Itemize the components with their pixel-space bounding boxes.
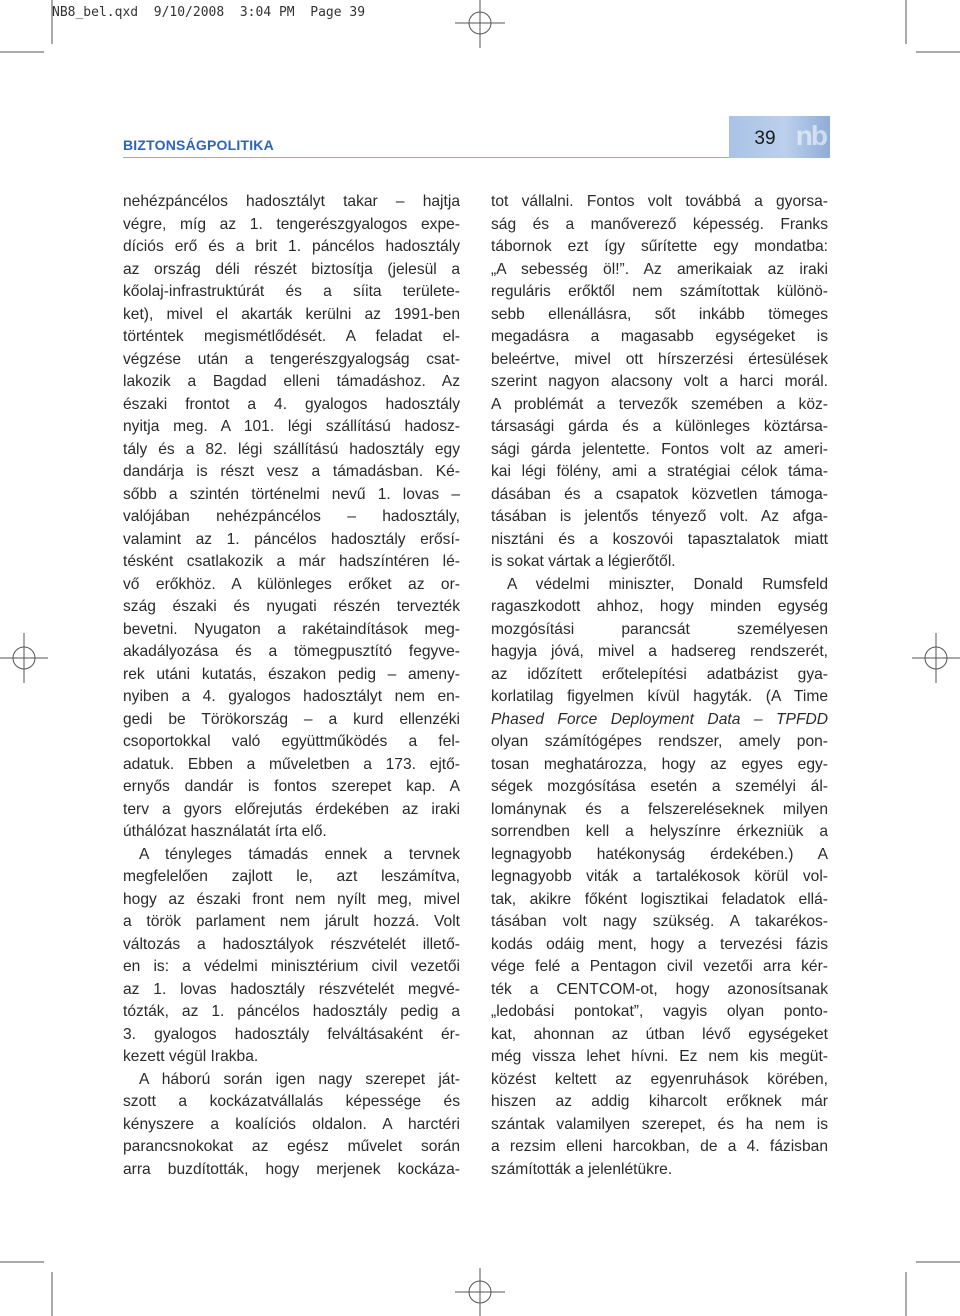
text-line: kai légi fölény, ami a stratégiai célok táma- — [491, 463, 828, 480]
text-line: nyiben a 4. gyalogos hadosztályt nem en- — [123, 688, 460, 705]
text-line: gedi be Törökország – a kurd ellenzéki — [123, 710, 460, 728]
text-line: adatuk. Ebben a műveletben a 173. ejtő- — [123, 755, 460, 773]
text-line: parancsnokokat az egész művelet során — [123, 1138, 460, 1155]
text-line: A problémát a tervezők szemében a köz- — [491, 395, 828, 413]
text-line: szott a kockázatvállalás képessége és — [123, 1093, 460, 1110]
text-line: arra buzdították, hogy merjenek kockáza- — [123, 1160, 460, 1178]
text-line: tot vállalni. Fontos volt továbbá a gyorsa- — [491, 193, 828, 210]
text-line: csoportokkal való együttműködés a fel- — [123, 733, 460, 750]
print-slug: NB8_bel.qxd 9/10/2008 3:04 PM Page 39 — [52, 5, 366, 20]
text-line: vő erőkhöz. A különleges erőket az or- — [123, 575, 460, 593]
text-line: reguláris erőktől nem számítottak különö- — [491, 283, 828, 300]
page-number: 39 — [754, 128, 776, 149]
text-line: díciós erő és a brit 1. páncélos hadosztály — [123, 238, 460, 255]
text-line: sági gárda jelentette. Fontos volt az ameri- — [491, 440, 828, 458]
text-line: szerint nagyon alacsony volt a harci morál. — [491, 373, 828, 390]
text-line: „A sebesség öl!”. Az amerikaiak az iraki — [491, 260, 828, 278]
text-line: is sokat vártak a légierőtől. — [491, 553, 676, 570]
text-line: az 1. lovas hadosztály részvételét megvé- — [123, 980, 460, 998]
text-line: sőbb a szintén történelmi nevű 1. lovas – — [123, 485, 460, 503]
text-line: végre, míg az 1. tengerészgyalogos expe- — [123, 215, 460, 233]
registration-mark-right — [912, 633, 960, 683]
text-line: mozgósítási parancsát személyesen — [491, 620, 828, 638]
text-line: nisztáni és a koszovói tapasztalatok miatt — [491, 530, 828, 548]
text-line: kőolaj-infrastruktúrát és a síita területe- — [123, 283, 460, 300]
text-line: akadályozása és a tömegpusztító fegyve- — [123, 643, 460, 660]
text-line: még vissza lehet hívni. Ez nem kis megüt- — [491, 1048, 828, 1065]
text-line: kezett végül Irakba. — [123, 1048, 259, 1065]
text-line: nehézpáncélos hadosztályt takar – hajtja — [123, 193, 460, 210]
text-line: a rezsim elleni harcokban, de a 4. fázisban — [491, 1138, 828, 1155]
text-line: valójában nehézpáncélos – hadosztály, — [123, 508, 460, 525]
text-line: tak, akikre főként logisztikai feladatok ellá- — [491, 890, 828, 908]
registration-mark-left — [0, 633, 48, 683]
header-rule — [123, 157, 828, 158]
text-line: szántak valamilyen szerepet, és ha nem is — [491, 1115, 828, 1133]
text-line: tésként csatlakozik a már hadszíntéren lé- — [123, 553, 460, 570]
text-line: közést keltett az egyenruhások körében, — [491, 1070, 828, 1088]
text-line: hiszen az addig kiharcolt erőknek már — [491, 1093, 828, 1110]
publication-logo: nb — [795, 120, 826, 151]
section-title: BIZTONSÁGPOLITIKA — [123, 137, 274, 153]
text-line: tály és a 82. légi szállítású hadosztály egy — [123, 440, 460, 458]
text-line: az ország déli részét biztosítja (jelesül a — [123, 260, 460, 278]
text-line: úthálózat használatát írta elő. — [123, 823, 327, 840]
text-line: vége felé a Pentagon civil vezetői arra kér- — [491, 958, 828, 975]
text-line: Phased Force Deployment Data – TPFDD — [491, 710, 828, 728]
text-line: 3. gyalogos hadosztály felváltásaként ér- — [123, 1025, 460, 1043]
text-line: tábornok ezt így sűrítette egy mondatba: — [491, 238, 828, 255]
text-line: ket), mivel el akarták kerülni az 1991-ben — [123, 305, 460, 323]
text-line: terv a gyors előrejutás érdekében az iraki — [123, 800, 460, 818]
text-line: változás a hadosztályok részvételét illető- — [123, 935, 460, 953]
left-text-column — [123, 191, 460, 1181]
text-line: nyitja meg. A 101. légi szállítású hadosz- — [123, 418, 460, 435]
right-text-column — [491, 191, 828, 1181]
text-line: dásában és a csapatok közvetlen támoga- — [491, 485, 828, 503]
text-line: ernyős dandár is fontos szerepet kap. A — [123, 778, 460, 795]
text-line: megadásra a magasabb egységeket is — [491, 328, 828, 345]
text-line: számították a jelenlétükre. — [491, 1160, 673, 1178]
text-line: ték a CENTCOM-ot, hogy azonosítsanak — [491, 980, 828, 998]
text-line: korlatilag figyelmen kívül hagyták. (A Time — [491, 688, 828, 705]
text-line: ság és a manőverező képesség. Franks — [491, 215, 828, 233]
text-line: rek utáni kutatás, északon pedig – ameny- — [123, 665, 460, 683]
text-line: társasági gárda és a különleges köztársa- — [491, 418, 828, 435]
text-line: en is: a védelmi minisztérium civil vezetői — [123, 958, 460, 975]
text-line: tásában is jelentős tényező volt. Az afga- — [491, 508, 828, 525]
text-line: északi frontot a 4. gyalogos hadosztály — [123, 395, 460, 413]
text-line: legnagyobb viták a tartalékosok körül vol- — [491, 868, 828, 885]
text-line: a török parlament nem járult hozzá. Volt — [123, 913, 460, 930]
text-line: történtek megismétlődését. A feladat el- — [123, 328, 460, 345]
text-line: olyan számítógépes rendszer, amely pon- — [491, 733, 828, 750]
text-line: A védelmi miniszter, Donald Rumsfeld — [507, 575, 828, 593]
registration-mark-top — [455, 0, 505, 48]
text-line: beleértve, mivel ott hírszerzési értesülések — [491, 350, 828, 368]
text-line: dandárja is részt vesz a támadásban. Ké- — [123, 463, 460, 480]
text-line: tosan meghatározza, hogy az egyes egy- — [491, 755, 828, 773]
text-line: kat, ahonnan az útban lévő egységeket — [491, 1025, 828, 1043]
text-line: A háború során igen nagy szerepet ját- — [139, 1070, 460, 1088]
page-number-box — [729, 116, 830, 158]
text-line: A tényleges támadás ennek a tervnek — [139, 845, 460, 863]
text-line: legnagyobb hatékonyság érdekében.) A — [491, 845, 828, 863]
text-line: ragaszkodott ahhoz, hogy minden egység — [491, 598, 828, 615]
text-line: bevetni. Nyugaton a rakétaindítások meg- — [123, 620, 460, 638]
registration-mark-bottom — [455, 1268, 505, 1316]
text-line: tózták, az 1. páncélos hadosztály pedig a — [123, 1003, 460, 1020]
text-line: szág északi és nyugati részén tervezték — [123, 598, 460, 615]
text-line: hagyja jóvá, mivel a hadsereg rendszerét, — [491, 643, 828, 660]
text-line: sorrendben kell a helyszínre érkezniük a — [491, 823, 828, 840]
text-line: kodás odáig ment, hogy a tervezési fázis — [491, 935, 828, 953]
text-line: valamint az 1. páncélos hadosztály erősí- — [123, 530, 460, 548]
text-line: sebb ellenállásra, sőt inkább tömeges — [491, 305, 828, 323]
text-line: „ledobási pontokat”, vagyis olyan ponto- — [491, 1003, 828, 1020]
text-line: hogy az északi front nem nyílt meg, mivel — [123, 890, 460, 908]
text-line: végzése után a tengerészgyalogság csat- — [123, 350, 460, 368]
text-line: kényszere a koalíciós oldalon. A harctéri — [123, 1115, 460, 1133]
text-line: ségek mozgósítása esetén a személyi ál- — [491, 778, 828, 795]
text-line: megfelelően zajlott le, azt leszámítva, — [123, 868, 460, 885]
text-line: lománynak és a felszereléseknek milyen — [491, 800, 828, 818]
text-line: lakozik a Bagdad elleni támadáshoz. Az — [123, 373, 460, 390]
text-line: az időzített erőtelepítési adatbázist gya- — [491, 665, 828, 683]
text-line: tásában volt nagy szükség. A takarékos- — [491, 913, 828, 930]
